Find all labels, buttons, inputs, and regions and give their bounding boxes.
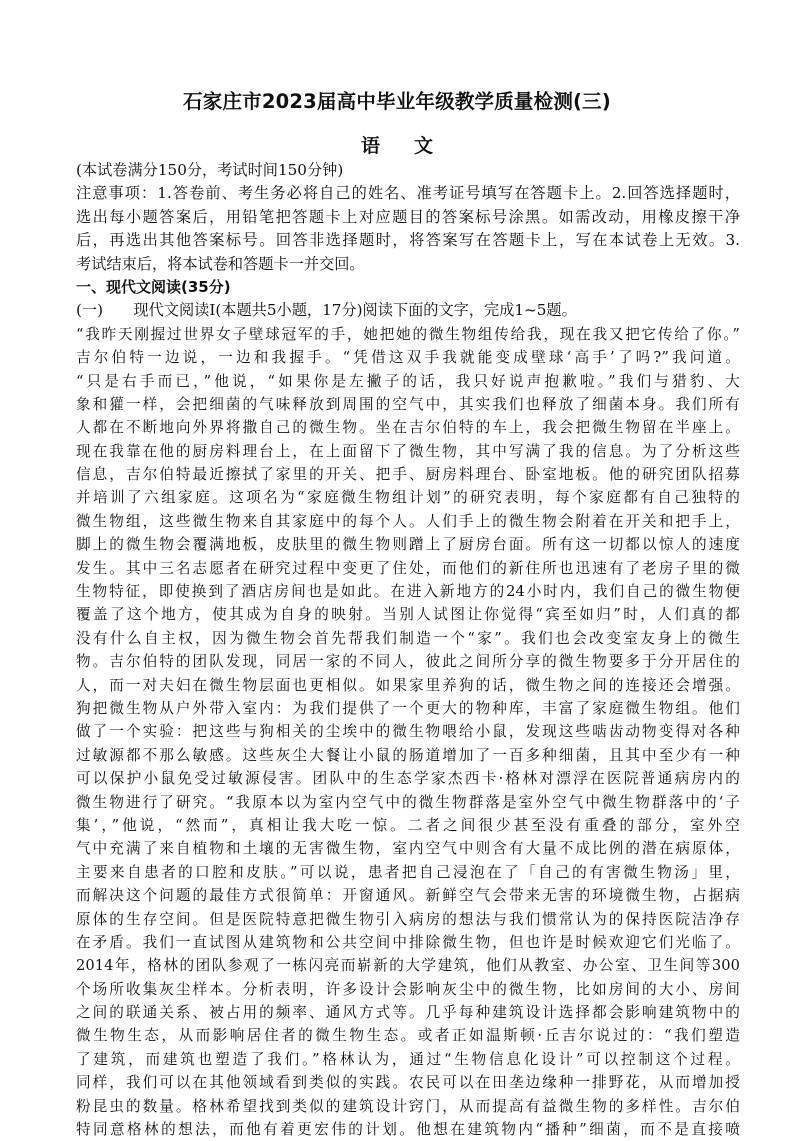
passage-line: 物。吉尔伯特的团队发现，同居一家的不同人，彼此之间所分享的微生物要多于分开居住的 [76,653,740,671]
passage-line: 特同意格林的想法，而他有着更宏伟的计划。他想在建筑物内“播种”细菌，而不是直接喷 [76,1121,740,1139]
instructions-line: 考试结束后，将本试卷和答题卡一并交回。 [76,254,365,273]
passage-line: 同样，我们可以在其他领域看到类似的实践。农民可以在田垄边缘种一排野花，从而增加授 [76,1074,740,1092]
passage-line: 吉尔伯特一边说，一边和我握手。“凭借这双手我就能变成壁球‘高手’了吗?”我问道。 [76,349,740,367]
passage-line: 2014年，格林的团队参观了一栋闪亮而崭新的大学建筑，他们从教室、办公室、卫生间等300 [76,957,740,975]
instructions-line: 后，再选出其他答案标号。回答非选择题时，将答案写在答题卡上，写在本试卷上无效。3. [76,231,740,250]
passage-line: 在矛盾。我们一直试图从建筑物和公共空间中排除微生物，但也许是时候欢迎它们光临了。 [76,933,740,951]
passage-line: 做了一个实验：把这些与狗相关的尘埃中的微生物喂给小鼠，发现这些啮齿动物变得对各种 [76,723,740,741]
passage-line: 并培训了六组家庭。这项名为“家庭微生物组计划”的研究表明，每个家庭都有自己独特的 [76,489,740,507]
passage-line: 现在我靠在他的厨房料理台上，在上面留下了微生物，其中写满了我的信息。为了分析这些 [76,442,740,460]
passage-line: 主要来自患者的口腔和皮肤。”可以说，患者把自己浸泡在了「自己的有害微生物汤」里， [76,863,740,881]
passage-line: 人，而一对夫妇在微生物层面也更相似。如果家里养狗的话，微生物之间的连接还会增强。 [76,676,740,694]
passage-line: 了建筑，而建筑也塑造了我们。”格林认为，通过“生物信息化设计”可以控制这个过程。 [76,1050,740,1068]
passage-line: 个场所收集灰尘样本。分析表明，许多设计会影响灰尘中的微生物，比如房间的大小、房间 [76,980,740,998]
passage-line: 集’，”他说，“然而”，真相让我大吃一惊。二者之间很少甚至没有重叠的部分，室外空 [76,816,740,834]
subsection-heading: (一) 现代文阅读Ⅰ(本题共5小题，17分)阅读下面的文字，完成1~5题。 [76,301,577,320]
passage-line: 气中充满了来自植物和土壤的无害微生物，室内空气中则含有大量不成比例的潜在病原体， [76,840,740,858]
instructions-line: 注意事项：1.答卷前、考生务必将自己的姓名、准考证号填写在答题卡上。2.回答选择题时， [76,184,740,203]
passage-line: “我昨天刚握过世界女子壁球冠军的手，她把她的微生物组传给我，现在我又把它传给了你。” [76,325,740,343]
passage-line: 脚上的微生物会覆满地板，皮肤里的微生物则蹭上了厨房台面。所有这一切都以惊人的速度 [76,536,740,554]
passage-line: 生物特征，即使换到了酒店房间也是如此。在进入新地方的24小时内，我们自己的微生物便 [76,583,740,601]
passage-line: 象和獾一样，会把细菌的气味释放到周围的空气中，其实我们也释放了细菌本身。我们所有 [76,395,740,413]
passage-line: 人都在不断地向外界将撒自己的微生物。坐在吉尔伯特的车上，我会把微生物留在半座上。 [76,419,740,437]
passage-line: 狗把微生物从户外带入室内：为我们提供了一个更大的物种库，丰富了家庭微生物组。他们 [76,699,740,717]
passage-line: 发生。其中三名志愿者在研究过程中变更了住处，而他们的新住所也迅速有了老房子里的微 [76,559,740,577]
subject-heading: 语文 [360,135,467,157]
passage-line: 原体的生存空间。但是医院特意把微生物引入病房的想法与我们惯常认为的保持医院洁净存 [76,910,740,928]
section-heading: 一、现代文阅读(35分) [76,277,231,296]
passage-line: 信息，吉尔伯特最近擦拭了家里的开关、把手、厨房料理台、卧室地板。他的研究团队招募 [76,466,740,484]
passage-line: 过敏源都不那么敏感。这些灰尘大餐让小鼠的肠道增加了一百多种细菌，且其中至少有一种 [76,746,740,764]
passage-line: 粉昆虫的数量。格林希望找到类似的建筑设计窍门，从而提高有益微生物的多样性。吉尔伯 [76,1097,740,1115]
passage-line: 而解决这个问题的最佳方式很简单：开窗通风。新鲜空气会带来无害的环境微生物，占据病 [76,887,740,905]
passage-line: 微生物生态，从而影响居住者的微生物生态。或者正如温斯顿·丘吉尔说过的：“我们塑造 [76,1027,740,1045]
passage-line: 之间的联通关系、被占用的频率、通风方式等。几乎每种建筑设计选择都会影响建筑物中的 [76,1004,740,1022]
passage-line: 微生物进行了研究。“我原本以为室内空气中的微生物群落是室外空气中微生物群落中的‘子 [76,793,740,811]
passage-line: 没有什么自主权，因为微生物会首先帮我们制造一个“家”。我们也会改变室友身上的微生 [76,629,740,647]
text-body [76,159,740,1141]
passage-line: 微生物组，这些微生物来自其家庭中的每个人。人们手上的微生物会附着在开关和把手上， [76,512,740,530]
passage-line: 覆盖了这个地方，使其成为自身的映射。当别人试图让你觉得“宾至如归”时，人们真的都 [76,606,740,624]
instructions-line: 选出每小题答案后，用铅笔把答题卡上对应题目的答案标号涂黑。如需改动，用橡皮擦干净 [76,207,740,226]
exam-info-line: (本试卷满分150分，考试时间150分钟) [76,161,344,179]
exam-title: 石家庄市2023届高中毕业年级教学质量检测(三) [183,90,611,113]
passage-line: 可以保护小鼠免受过敏源侵害。团队中的生态学家杰西卡·格林对漂浮在医院普通病房内的 [76,770,740,788]
passage-line: “只是右手而已，”他说，“如果你是左撇子的话，我只好说声抱歉啦。”我们与猎豹、大 [76,372,740,390]
